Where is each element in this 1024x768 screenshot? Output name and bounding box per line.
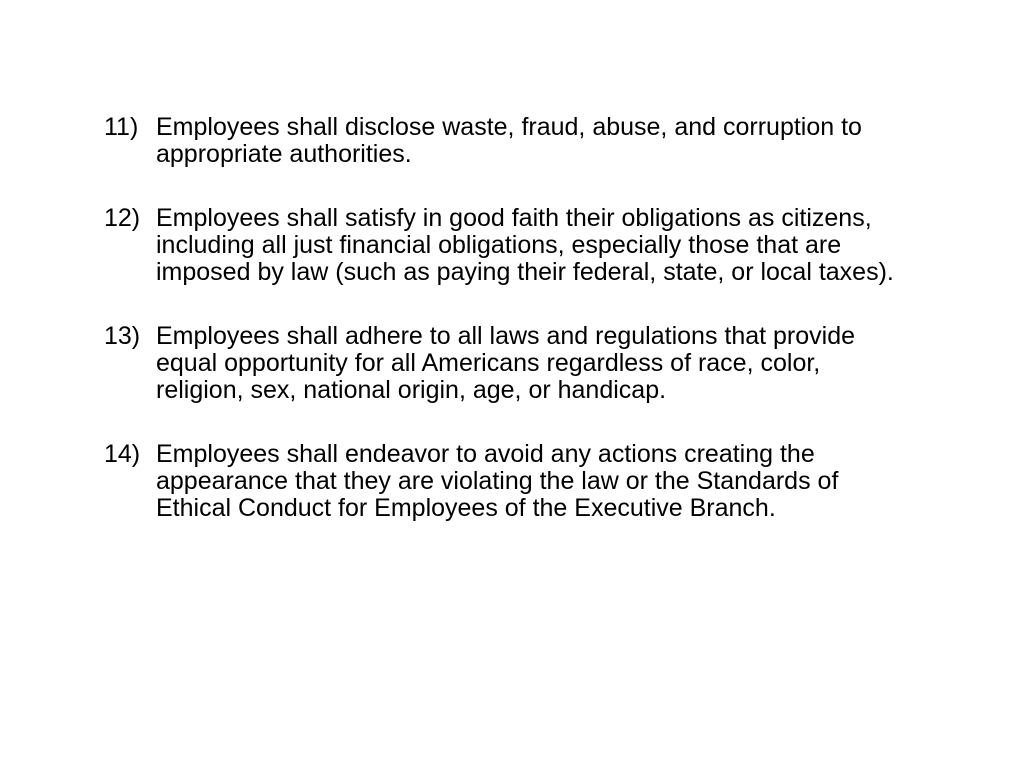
list-item (104, 441, 904, 522)
principles-list (104, 114, 904, 559)
list-item (104, 114, 904, 168)
item-number: 11) (104, 113, 139, 141)
item-number: 12) (104, 204, 141, 232)
item-text: Employees shall adhere to all laws and regulations that provide equal opportunity for all Americans regardless of race, color, religion, sex, national origin, age, or handicap. (156, 322, 856, 404)
item-text: Employees shall satisfy in good faith their obligations as citizens, including all just financial obligations, especially those that are imposed by law (such as paying their federal, state, or local taxes). (156, 204, 894, 286)
item-text: Employees shall disclose waste, fraud, abuse, and corruption to appropriate authorities. (156, 113, 862, 168)
item-number: 14) (104, 440, 141, 468)
item-number: 13) (104, 322, 141, 350)
list-item (104, 205, 904, 286)
item-text: Employees shall endeavor to avoid any actions creating the appearance that they are violating the law or the Standards of Ethical Conduct for Employees of the Executive Branch. (156, 440, 839, 522)
list-item (104, 323, 904, 404)
